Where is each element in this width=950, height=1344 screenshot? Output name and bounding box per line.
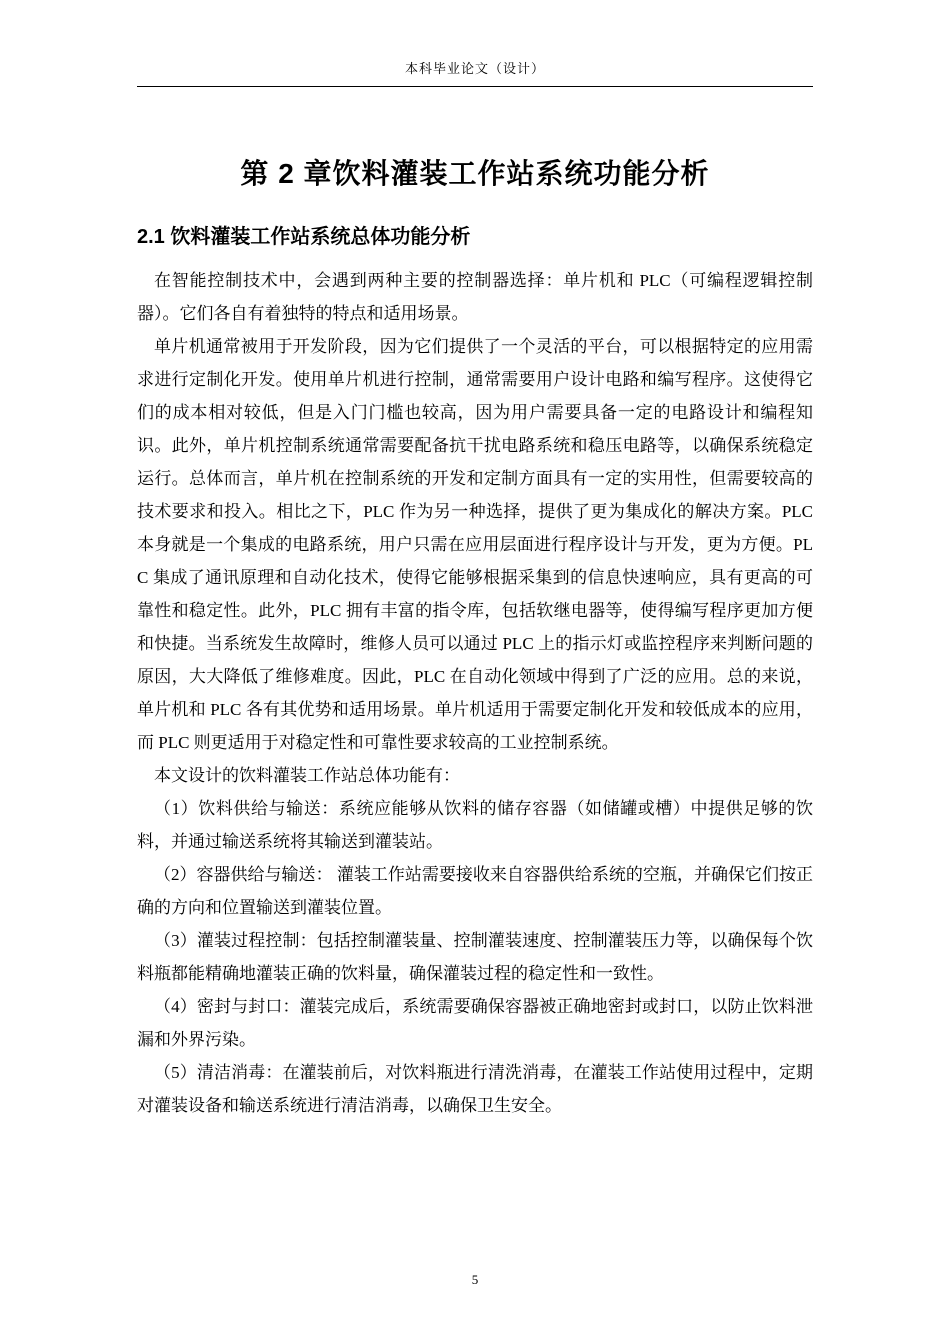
paragraph-function-1: （1）饮料供给与输送：系统应能够从饮料的储存容器（如储罐或槽）中提供足够的饮料，并通过输送系统将其输送到灌装站。 bbox=[137, 799, 813, 851]
page-header bbox=[137, 58, 813, 87]
paragraph-mcu-vs-plc: 单片机通常被用于开发阶段，因为它们提供了一个灵活的平台，可以根据特定的应用需求进行定制化开发。使用单片机进行控制，通常需要用户设计电路和编写程序。这使得它们的成本相对较低，但是入门门槛也较高，因为用户需要具备一定的电路设计和编程知识。此外，单片机控制系统通常需要配备抗干扰电路系统和稳压电路等，以确保系统稳定运行。总体而言，单片机在控制系统的开发和定制方面具有一定的实用性，但需要较高的技术要求和投入。相比之下，PLC 作为另一种选择，提供了更为集成化的解决方案。PLC 本身就是一个集成的电路系统，用户只需在应用层面进行程序设计与开发，更为方便。PLC 集成了通讯原理和自动化技术，使得它能够根据采集到的信息快速响应，具有更高的可靠性和稳定性。此外，PLC 拥有丰富的指令库，包括软继电器等，使得编写程序更加方便和快捷。当系统发生故障时，维修人员可以通过 PLC 上的指示灯或监控程序来判断问题的原因，大大降低了维修难度。因此，PLC 在自动化领域中得到了广泛的应用。总的来说，单片机和 PLC 各有其优势和适用场景。单片机适用于需要定制化开发和较低成本的应用，而 PLC 则更适用于对稳定性和可靠性要求较高的工业控制系统。 bbox=[137, 337, 813, 752]
page-number: 5 bbox=[471, 1272, 479, 1287]
chapter-title: 第 2 章饮料灌装工作站系统功能分析 bbox=[240, 158, 710, 189]
header-text: 本科毕业论文（设计） bbox=[404, 61, 545, 76]
section-heading: 2.1 饮料灌装工作站系统总体功能分析 bbox=[137, 226, 471, 248]
paragraph-function-2: （2）容器供给与输送： 灌装工作站需要接收来自容器供给系统的空瓶，并确保它们按正确的方向和位置输送到灌装位置。 bbox=[137, 865, 813, 917]
paragraph-functions-lead: 本文设计的饮料灌装工作站总体功能有： bbox=[154, 766, 460, 785]
body-text bbox=[137, 264, 813, 1122]
paragraph-function-5: （5）清洁消毒：在灌装前后，对饮料瓶进行清洗消毒，在灌装工作站使用过程中，定期对灌装设备和输送系统进行清洁消毒，以确保卫生安全。 bbox=[137, 1063, 813, 1115]
paragraph-function-4: （4）密封与封口：灌装完成后，系统需要确保容器被正确地密封或封口，以防止饮料泄漏和外界污染。 bbox=[137, 997, 813, 1049]
page-footer bbox=[0, 1272, 950, 1288]
paragraph-intro: 在智能控制技术中，会遇到两种主要的控制器选择：单片机和 PLC（可编程逻辑控制器）。它们各自有着独特的特点和适用场景。 bbox=[137, 271, 813, 323]
paragraph-function-3: （3）灌装过程控制：包括控制灌装量、控制灌装速度、控制灌装压力等，以确保每个饮料瓶都能精确地灌装正确的饮料量，确保灌装过程的稳定性和一致性。 bbox=[137, 931, 813, 983]
page-content bbox=[137, 88, 813, 1122]
